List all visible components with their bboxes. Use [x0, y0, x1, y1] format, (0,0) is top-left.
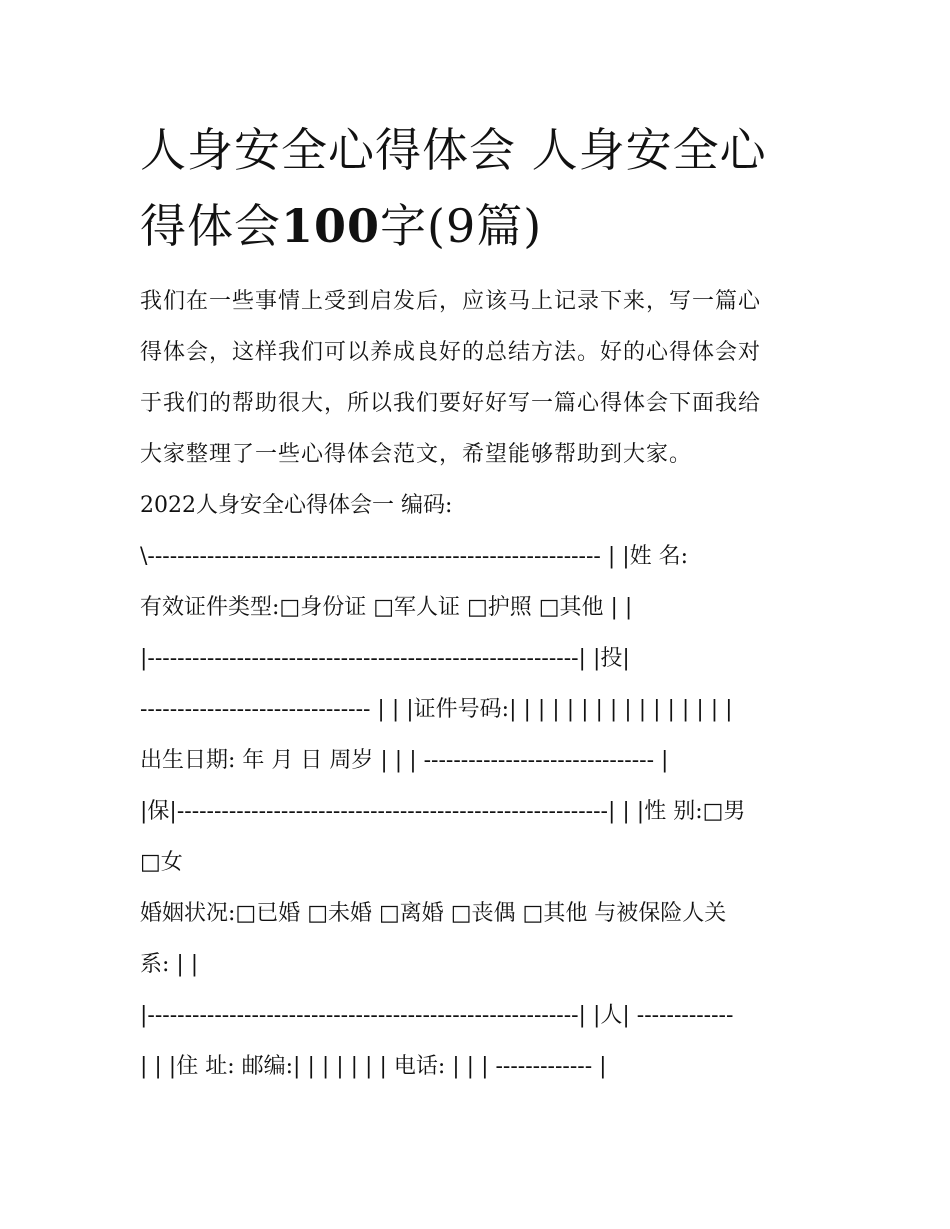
form-line-id-type: 有效证件类型:□身份证 □军人证 □护照 □其他 | |	[140, 595, 633, 620]
intro-line: 大家整理了一些心得体会范文，希望能够帮助到大家。	[140, 442, 693, 467]
form-line-birthdate: 出生日期: 年 月 日 周岁 | | | ------------------------------- |	[140, 748, 669, 773]
form-line-heading: 2022人身安全心得体会一 编码:	[140, 493, 453, 518]
title-line-2-text: 得体会	[140, 199, 281, 253]
form-line-id-number: ------------------------------- | | |证件号码:| | | | | | | | | | | | | | | |	[140, 697, 733, 722]
title-line-2	[140, 188, 820, 264]
document-page	[140, 112, 820, 1092]
intro-line: 于我们的帮助很大，所以我们要好好写一篇心得体会下面我给	[140, 391, 762, 416]
form-line-divider: |----------------------------------------------------------| |投|	[140, 646, 630, 671]
form-line-divider-2: |----------------------------------------------------------| |人| -------------	[140, 1003, 734, 1028]
intro-paragraph	[140, 276, 820, 480]
document-title	[140, 112, 820, 264]
intro-line: 得体会，这样我们可以养成良好的总结方法。好的心得体会对	[140, 340, 762, 365]
form-line-address: | | |住 址: 邮编:| | | | | | | 电话: | | | ------------- |	[140, 1054, 607, 1079]
title-number: 100	[281, 199, 381, 253]
form-line-gender: |保|----------------------------------------------------------| | |性 别:□男	[140, 799, 746, 824]
title-line-1: 人身安全心得体会 人身安全心	[140, 123, 767, 177]
form-line-gender-cont: □女	[140, 850, 183, 875]
form-line-relation: 系: | |	[140, 952, 199, 977]
title-tail: 字(9篇)	[380, 199, 543, 253]
form-line-marital: 婚姻状况:□已婚 □未婚 □离婚 □丧偶 □其他 与被保险人关	[140, 901, 727, 926]
intro-line: 我们在一些事情上受到启发后，应该马上记录下来，写一篇心	[140, 289, 762, 314]
form-line-name: \------------------------------------------------------------- | |姓 名:	[140, 544, 689, 569]
form-text-block	[140, 480, 820, 1092]
